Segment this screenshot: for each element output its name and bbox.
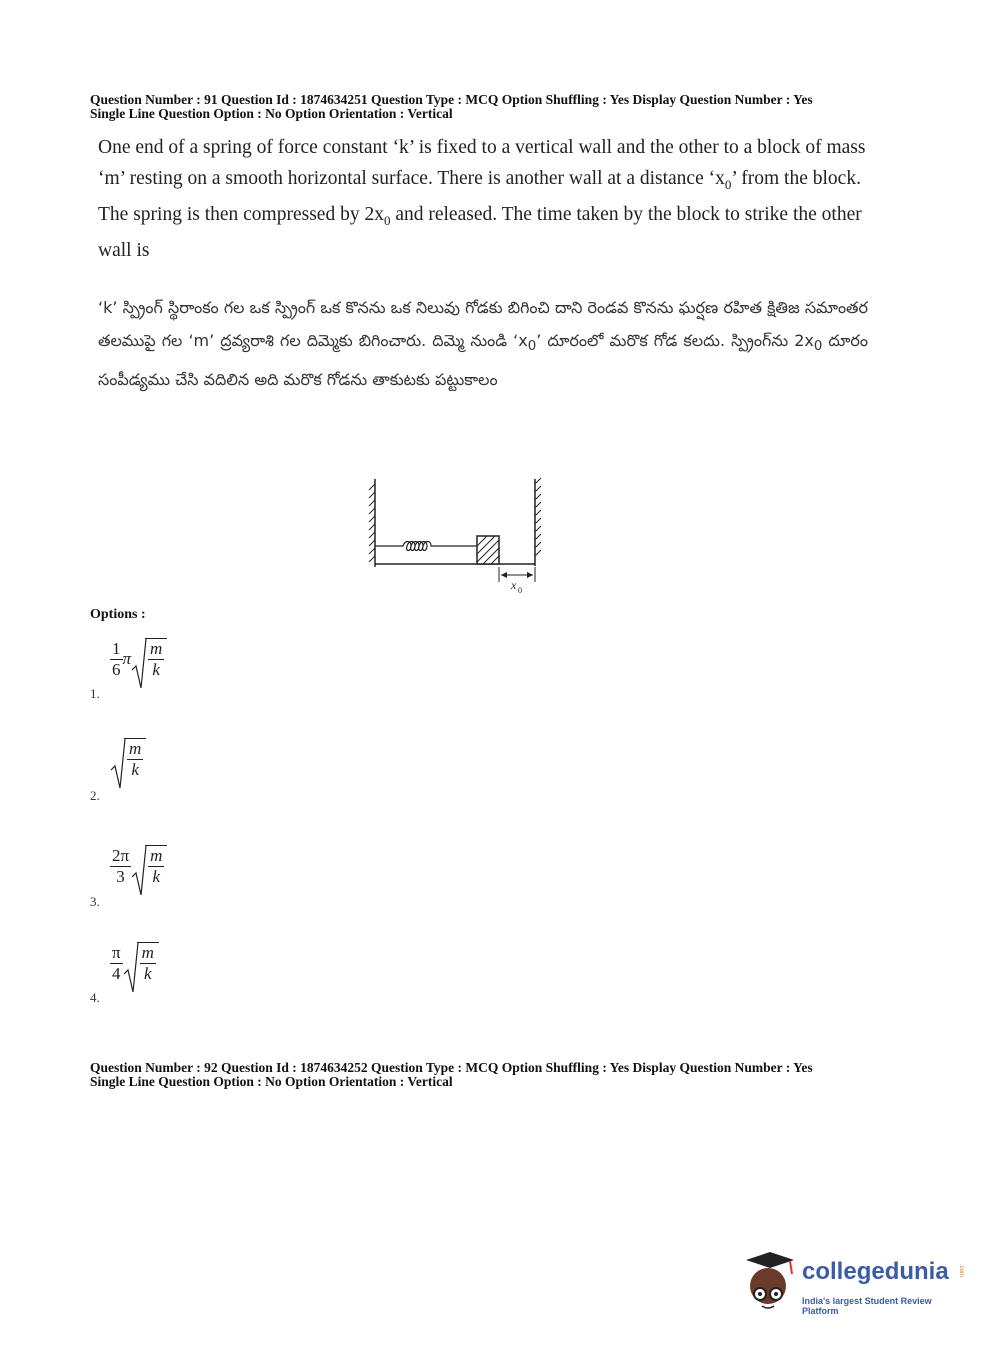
telugu-part2: ’ దూరంలో మరొక గోడ కలదు. స్ప్రింగ్‌ను 2x (536, 331, 814, 350)
option-2-sqrt-num: m (129, 739, 142, 758)
logo-com: .com (958, 1264, 964, 1278)
option-4-frac-den: 4 (112, 963, 121, 983)
option-3-fraction (110, 846, 131, 887)
option-3-sqrt (131, 845, 167, 887)
option-1-formula (110, 638, 167, 680)
spring-block-figure (365, 474, 550, 599)
question-91-meta-line2: Single Line Question Option : No Option Orientation : Vertical (90, 106, 453, 121)
dimension-arrow-left (501, 572, 507, 578)
option-2-number[interactable]: 2. (90, 788, 100, 803)
question-92-meta (90, 1061, 813, 1089)
question-91-meta-line1: Question Number : 91 Question Id : 1874634251 Question Type : MCQ Option Shuffling : Yes Display Question Number : Yes (90, 92, 813, 107)
option-2-sqrt-fraction (127, 739, 143, 780)
question-91-telugu-text (98, 291, 868, 396)
option-1-pi: π (122, 649, 132, 668)
spring-block-diagram (365, 474, 550, 599)
mascot-icon (740, 1250, 800, 1320)
english-part3: and released. The time taken by the block to strike the other wall is (98, 203, 862, 262)
question-91-english-text (98, 133, 868, 267)
telugu-sub2: 0 (813, 339, 823, 355)
right-wall-hatch (535, 478, 541, 556)
option-3-frac-den: 3 (116, 866, 125, 886)
option-3-formula (110, 845, 167, 887)
option-2-sqrt (110, 738, 146, 780)
option-4-formula (110, 942, 159, 984)
option-4-sqrt-fraction (140, 943, 156, 984)
english-part1: One end of a spring of force constant ‘k’ is fixed to a vertical wall and the other to a block of mass ‘m’ resting on a smooth horizontal surface. There is another wall at a distance ‘x (98, 137, 866, 189)
question-92-meta-line2: Single Line Question Option : No Option Orientation : Vertical (90, 1074, 453, 1089)
option-1-fraction (110, 639, 123, 680)
option-1-sqrt (131, 638, 167, 680)
option-3-sqrt-num: m (150, 846, 163, 865)
dimension-arrow-right (527, 572, 533, 578)
option-1-sqrt-den: k (152, 660, 160, 679)
spring (375, 542, 477, 551)
sqrt-icon (123, 942, 139, 994)
english-part2: ’ from the block. The spring is then compressed by 2x (98, 167, 861, 225)
option-3-frac-num: 2π (112, 845, 130, 865)
option-4-sqrt-den: k (143, 964, 152, 983)
option-4-sqrt-num: m (141, 943, 154, 962)
telugu-part3: దూరం సంపీడ్యము చేసి వదిలిన అది మరొక గోడను తాకుటకు పట్టుకాలం (98, 331, 868, 390)
option-4-number[interactable]: 4. (90, 990, 100, 1005)
dimension-label: x (511, 578, 517, 592)
question-91-meta (90, 93, 813, 121)
option-1-number[interactable]: 1. (90, 686, 100, 701)
option-2-formula (110, 738, 146, 780)
option-3-sqrt-den: k (152, 867, 160, 886)
question-92-meta-line1: Question Number : 92 Question Id : 1874634252 Question Type : MCQ Option Shuffling : Yes Display Question Number : Yes (90, 1060, 813, 1075)
telugu-sub1: 0 (527, 339, 537, 355)
option-3-sqrt-fraction (148, 846, 164, 887)
option-4-frac-num: π (112, 942, 121, 962)
option-1-sqrt-num: m (150, 639, 163, 658)
dimension-label-sub: 0 (518, 586, 522, 595)
sqrt-icon (131, 845, 147, 897)
left-wall-hatch (369, 484, 375, 562)
option-2-sqrt-den: k (131, 760, 139, 779)
telugu-part1: ‘k’ స్ప్రింగ్ స్థిరాంకం గల ఒక స్ప్రింగ్ ఒక కొనను ఒక నిలువు గోడకు బిగించి దాని రెండవ కొనను ఘర్షణ రహిత క్షితిజ సమాంతర తలముపై గల ‘m’ ద్రవ్యరాశి గల దిమ్మెకు బిగించారు. దిమ్మె నుండి ‘x (98, 298, 868, 350)
option-1-frac-den: 6 (112, 659, 121, 679)
english-sub1: 0 (724, 176, 732, 192)
collegedunia-logo[interactable] (740, 1250, 970, 1320)
english-sub2: 0 (383, 212, 391, 228)
options-label: Options : (90, 607, 146, 622)
option-1-sqrt-fraction (148, 639, 164, 680)
option-4-sqrt (123, 942, 159, 984)
sqrt-icon (110, 738, 126, 790)
logo-name: collegedunia (802, 1258, 949, 1285)
option-3-number[interactable]: 3. (90, 894, 100, 909)
sqrt-icon (131, 638, 147, 690)
logo-tagline: India's largest Student Review Platform (802, 1296, 932, 1316)
option-4-fraction (110, 943, 123, 984)
option-1-frac-num: 1 (112, 638, 121, 658)
